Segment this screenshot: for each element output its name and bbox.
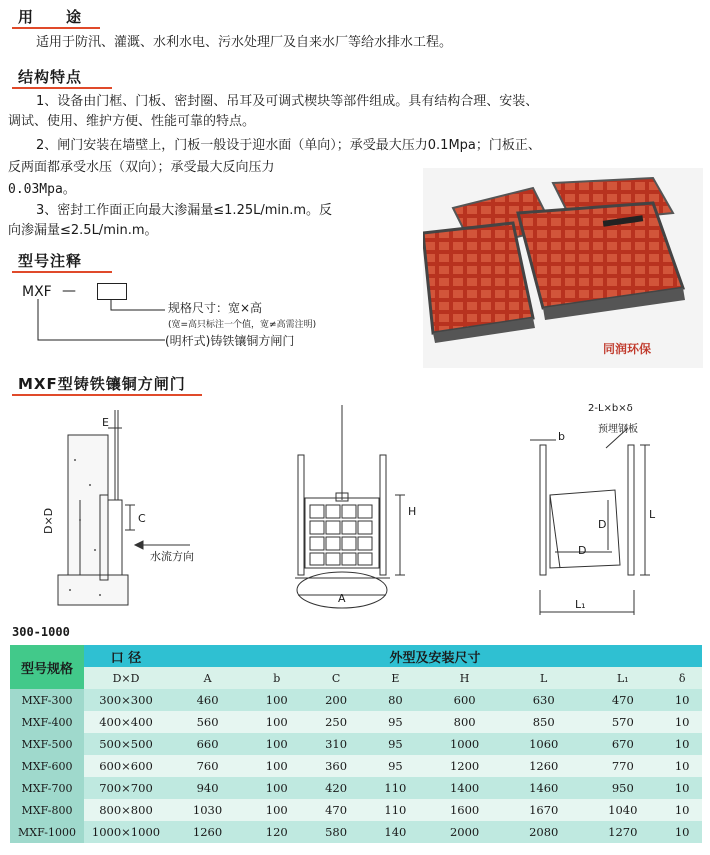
model-type-label: (明杆式)铸铁镶铜方闸门	[165, 334, 295, 348]
flow-direction-label: 水流方向	[150, 550, 194, 563]
table-cell: 600×600	[84, 755, 168, 777]
model-cell: MXF-600	[10, 755, 84, 777]
column-header: D×D	[84, 667, 168, 689]
section-title-drawing: MXF型铸铁镶铜方闸门	[18, 375, 186, 393]
table-cell: 570	[583, 711, 662, 733]
side-section-drawing	[40, 400, 240, 615]
table-cell: 140	[366, 821, 425, 843]
header-dimensions: 外型及安装尺寸	[168, 645, 702, 667]
table-cell: 80	[366, 689, 425, 711]
table-cell: 1000×1000	[84, 821, 168, 843]
table-row	[10, 689, 702, 711]
table-cell: 110	[366, 799, 425, 821]
table-cell: 1060	[504, 733, 583, 755]
table-cell: 2080	[504, 821, 583, 843]
section-title-model: 型号注释	[18, 252, 83, 270]
embedded-plate-label: 预埋钢板	[598, 424, 638, 435]
table-cell: 630	[504, 689, 583, 711]
table-cell: 10	[662, 777, 702, 799]
table-cell: 1040	[583, 799, 662, 821]
feature-line: 0.03Mpa。	[8, 182, 76, 197]
table-row	[10, 755, 702, 777]
table-cell: 800×800	[84, 799, 168, 821]
table-cell: 850	[504, 711, 583, 733]
model-code: MXF	[22, 284, 52, 300]
table-range: 300-1000	[12, 625, 70, 639]
table-cell: 1200	[425, 755, 504, 777]
dim-label-L: L	[649, 508, 656, 521]
feature-line: 3、密封工作面正向最大渗漏量≤1.25L/min.m。反	[36, 203, 333, 218]
table-row	[10, 711, 702, 733]
dim-label-H: H	[408, 505, 417, 518]
table-cell: 660	[168, 733, 247, 755]
table-cell: 110	[366, 777, 425, 799]
table-cell: 470	[306, 799, 365, 821]
table-cell: 1030	[168, 799, 247, 821]
table-row	[10, 777, 702, 799]
table-cell: 420	[306, 777, 365, 799]
photo-caption: 同润环保	[603, 342, 652, 356]
table-cell: 470	[583, 689, 662, 711]
table-cell: 100	[247, 689, 306, 711]
feature-line: 调试、使用、维护方便、性能可靠的特点。	[8, 114, 256, 129]
model-dash: —	[62, 283, 76, 299]
usage-text: 适用于防汛、灌溉、水利水电、污水处理厂及自来水厂等给水排水工程。	[36, 35, 453, 50]
section-title-features: 结构特点	[18, 68, 83, 86]
table-cell: 95	[366, 733, 425, 755]
model-cell: MXF-400	[10, 711, 84, 733]
dim-label-D-vertical: D	[598, 518, 607, 531]
model-cell: MXF-300	[10, 689, 84, 711]
column-header: E	[366, 667, 425, 689]
table-cell: 600	[425, 689, 504, 711]
table-cell: 250	[306, 711, 365, 733]
table-cell: 1260	[168, 821, 247, 843]
table-cell: 1600	[425, 799, 504, 821]
table-cell: 1400	[425, 777, 504, 799]
table-cell: 100	[247, 711, 306, 733]
section-title-usage: 用 途	[18, 8, 83, 26]
section-underline	[12, 394, 202, 396]
front-view-drawing	[290, 400, 450, 615]
table-cell: 670	[583, 733, 662, 755]
table-cell: 1260	[504, 755, 583, 777]
spec-table	[10, 645, 702, 843]
dim-label-b: b	[558, 430, 565, 443]
table-cell: 100	[247, 777, 306, 799]
table-cell: 1000	[425, 733, 504, 755]
table-cell: 10	[662, 711, 702, 733]
dim-label-A: A	[338, 592, 346, 605]
table-cell: 940	[168, 777, 247, 799]
table-cell: 1460	[504, 777, 583, 799]
table-cell: 460	[168, 689, 247, 711]
column-header: C	[306, 667, 365, 689]
gate-photo-illustration	[423, 168, 703, 368]
table-cell: 580	[306, 821, 365, 843]
feature-line: 向渗漏量≤2.5L/min.m。	[8, 223, 158, 238]
header-model: 型号规格	[10, 645, 84, 689]
table-cell: 10	[662, 689, 702, 711]
table-cell: 95	[366, 711, 425, 733]
model-cell: MXF-500	[10, 733, 84, 755]
table-cell: 950	[583, 777, 662, 799]
feature-line: 2、闸门安装在墙壁上，门板一般设于迎水面（单向）；承受最大压力0.1Mpa；门板正、	[36, 138, 541, 153]
table-row	[10, 799, 702, 821]
feature-line: 反两面都承受水压（双向）；承受最大反向压力	[8, 160, 275, 175]
header-diameter: 口 径	[84, 645, 168, 667]
table-cell: 10	[662, 799, 702, 821]
column-header: L	[504, 667, 583, 689]
dim-label-spec: 2-L×b×δ	[588, 403, 633, 414]
feature-line: 1、设备由门框、门板、密封圈、吊耳及可调式楔块等部件组成。具有结构合理、安装、	[36, 94, 539, 109]
table-row	[10, 733, 702, 755]
table-cell: 360	[306, 755, 365, 777]
dim-label-L1: L₁	[575, 598, 586, 611]
table-cell: 10	[662, 733, 702, 755]
table-cell: 1270	[583, 821, 662, 843]
dim-label-E: E	[102, 416, 109, 429]
column-header: H	[425, 667, 504, 689]
table-cell: 2000	[425, 821, 504, 843]
model-cell: MXF-700	[10, 777, 84, 799]
table-cell: 770	[583, 755, 662, 777]
table-cell: 200	[306, 689, 365, 711]
dim-label-C: C	[138, 512, 146, 525]
model-spec-note: (宽=高只标注一个值，宽≠高需注明)	[168, 320, 317, 330]
table-header-row	[10, 645, 702, 667]
table-cell: 500×500	[84, 733, 168, 755]
column-header: δ	[662, 667, 702, 689]
table-cell: 100	[247, 799, 306, 821]
table-row	[10, 821, 702, 843]
table-cell: 100	[247, 755, 306, 777]
table-cell: 400×400	[84, 711, 168, 733]
column-header: L₁	[583, 667, 662, 689]
model-spec-label: 规格尺寸：宽×高	[168, 301, 263, 315]
table-cell: 760	[168, 755, 247, 777]
table-cell: 700×700	[84, 777, 168, 799]
dim-label-DxD: D×D	[42, 507, 55, 534]
table-cell: 95	[366, 755, 425, 777]
column-header: A	[168, 667, 247, 689]
product-photo	[423, 168, 703, 368]
table-cell: 800	[425, 711, 504, 733]
table-subheader-row	[10, 667, 702, 689]
table-cell: 120	[247, 821, 306, 843]
column-header: b	[247, 667, 306, 689]
table-cell: 100	[247, 733, 306, 755]
model-cell: MXF-1000	[10, 821, 84, 843]
table-cell: 10	[662, 821, 702, 843]
table-cell: 560	[168, 711, 247, 733]
table-cell: 310	[306, 733, 365, 755]
dim-label-D-horizontal: D	[578, 544, 587, 557]
table-cell: 10	[662, 755, 702, 777]
table-cell: 300×300	[84, 689, 168, 711]
table-cell: 1670	[504, 799, 583, 821]
model-cell: MXF-800	[10, 799, 84, 821]
